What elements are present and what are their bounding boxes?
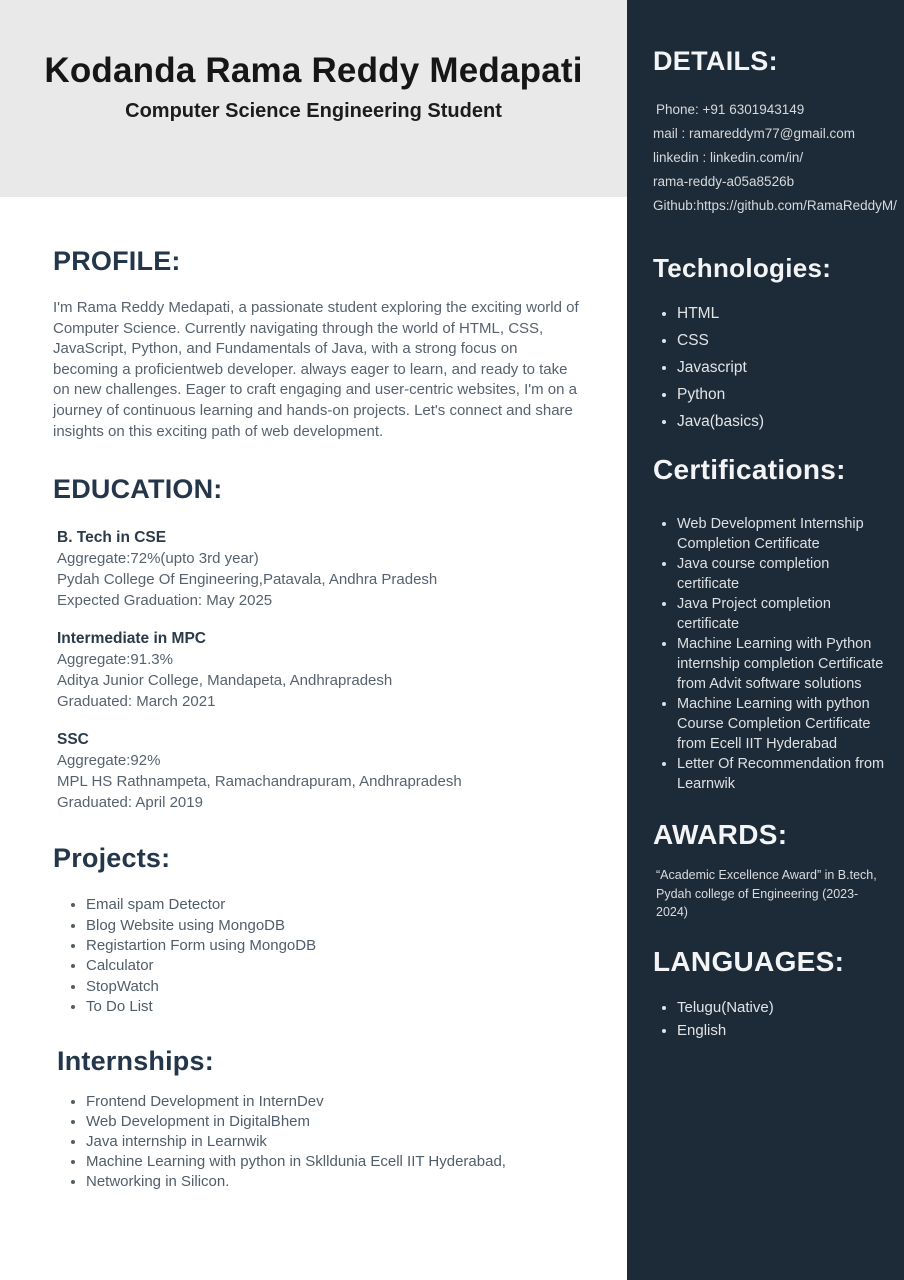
internships-section (53, 1046, 581, 1193)
sidebar (627, 0, 904, 1280)
project-item: • Registartion Form using MongoDB (86, 936, 581, 956)
awards-section (653, 819, 886, 922)
projects-heading: Projects: (53, 843, 171, 874)
profile-heading: PROFILE: (53, 246, 181, 276)
certifications-heading: Certifications: (653, 454, 846, 485)
linkedin-handle-line: rama-reddy-a05a8526b (653, 174, 795, 189)
projects-list (53, 895, 581, 1017)
project-item: • Blog Website using MongoDB (86, 916, 581, 936)
certification-item: • Machine Learning with python Course Completion Certificate from Ecell IIT Hyderabad (677, 694, 886, 754)
education-entry-line: Aditya Junior College, Mandapeta, Andhrapradesh (57, 672, 393, 690)
person-subtitle: Computer Science Engineering Student (125, 99, 502, 122)
technologies-section (653, 253, 886, 433)
education-entry-title: SSC (57, 731, 89, 749)
certifications-list (653, 514, 886, 794)
education-section (53, 474, 581, 813)
education-entry-title: B. Tech in CSE (57, 529, 167, 547)
education-entry-btech (53, 527, 581, 611)
person-name: Kodanda Rama Reddy Medapati (44, 51, 583, 90)
internships-heading: Internships: (57, 1045, 214, 1076)
languages-list (653, 997, 886, 1041)
profile-text: I'm Rama Reddy Medapati, a passionate student exploring the exciting world of Computer Science. Currently navigating through the world of HTML, CSS, JavaScript, Python, and Fundamentals of Java, with a strong focus on becoming a proficientweb developer. always eager to learn, and ready to take on new challenges. Eager to craft engaging and user-centric websites, I'm on a journey of continuous learning and hands-on projects. Let's connect and share insights on this exciting path of web development. (53, 299, 579, 440)
technology-item: • CSS (677, 330, 886, 352)
awards-heading: AWARDS: (653, 819, 788, 850)
education-entry-line: MPL HS Rathnampeta, Ramachandrapuram, Andhrapradesh (57, 773, 462, 791)
project-item: • Calculator (86, 956, 581, 976)
profile-section (53, 246, 581, 442)
language-item: • English (677, 1020, 886, 1041)
certification-item: • Java Project completion certificate (677, 594, 886, 634)
project-item: • Email spam Detector (86, 895, 581, 915)
education-entry-title: Intermediate in MPC (57, 630, 206, 648)
project-item: • To Do List (86, 997, 581, 1017)
left-content (0, 246, 627, 1193)
language-item: • Telugu(Native) (677, 997, 886, 1018)
internship-item: • Frontend Development in InternDev (86, 1092, 581, 1112)
internship-item: • Networking in Silicon. (86, 1172, 581, 1192)
technologies-heading: Technologies: (653, 253, 832, 283)
email-line: mail : ramareddym77@gmail.com (653, 126, 856, 141)
github-line: Github:https://github.com/RamaReddyM/ (653, 198, 897, 213)
education-entry-line: Aggregate:91.3% (57, 651, 173, 669)
certification-item: • Letter Of Recommendation from Learnwik (677, 754, 886, 794)
linkedin-line: linkedin : linkedin.com/in/ (653, 150, 804, 165)
certification-item: • Web Development Internship Completion Certificate (677, 514, 886, 554)
internship-item: • Machine Learning with python in Sklldunia Ecell IIT Hyderabad, (86, 1152, 581, 1172)
projects-section (53, 843, 581, 1017)
phone-line: Phone: +91 6301943149 (656, 102, 805, 117)
education-entry-ssc (53, 729, 581, 813)
header-band (0, 0, 627, 197)
internship-item: • Java internship in Learnwik (86, 1132, 581, 1152)
internships-list (53, 1092, 581, 1193)
education-entry-intermediate (53, 628, 581, 712)
details-lines (653, 98, 897, 218)
details-heading: DETAILS: (653, 46, 778, 76)
internship-item: • Web Development in DigitalBhem (86, 1112, 581, 1132)
technologies-list (653, 303, 886, 433)
education-heading: EDUCATION: (53, 474, 223, 505)
certifications-section (653, 454, 886, 794)
languages-heading: LANGUAGES: (653, 945, 845, 977)
certification-item: • Java course completion certificate (677, 554, 886, 594)
education-entry-line: Graduated: March 2021 (57, 693, 216, 711)
technology-item: • Python (677, 384, 886, 406)
project-item: • StopWatch (86, 977, 581, 997)
technology-item: • Javascript (677, 357, 886, 379)
awards-text: “Academic Excellence Award” in B.tech, Pydah college of Engineering (2023-2024) (656, 868, 877, 919)
education-entry-line: Graduated: April 2019 (57, 794, 203, 812)
details-section (653, 46, 897, 218)
certification-item: • Machine Learning with Python internship completion Certificate from Advit software solutions (677, 634, 886, 694)
education-entry-line: Aggregate:72%(upto 3rd year) (57, 550, 259, 568)
technology-item: • Java(basics) (677, 411, 886, 433)
education-entry-line: Expected Graduation: May 2025 (57, 592, 273, 610)
education-entry-line: Aggregate:92% (57, 752, 161, 770)
languages-section (653, 946, 886, 1041)
education-entry-line: Pydah College Of Engineering,Patavala, Andhra Pradesh (57, 571, 438, 589)
technology-item: • HTML (677, 303, 886, 325)
